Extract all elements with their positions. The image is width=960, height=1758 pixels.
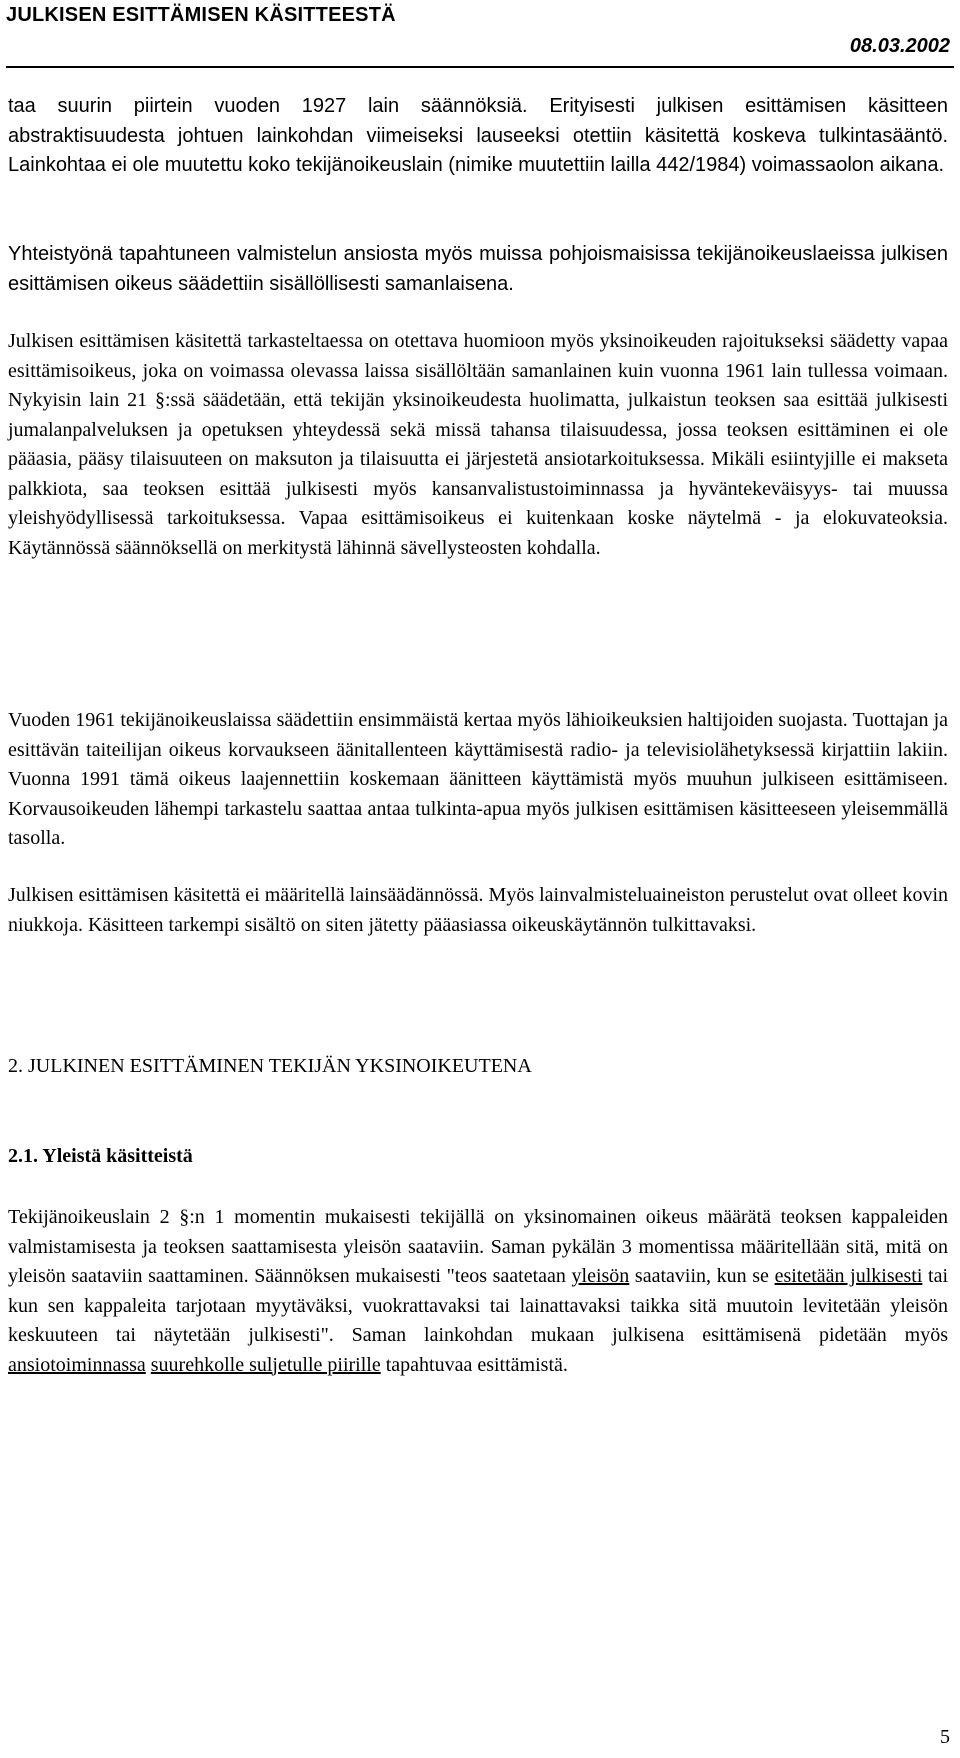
paragraph-6-text-c: tai kun sen kappaleita tarjotaan myytäväksi, vuokrattavaksi tai lainattavaksi taikka sitä muutoin levitetään yleisön keskuuteen tai näytetään julkisesti". Saman lainkohdan mukaan julkisena esittämisenä pidetään myös <box>8 1265 949 1346</box>
underlined-term-ansiotoiminnassa: ansiotoiminnassa <box>8 1353 146 1376</box>
paragraph-2: Yhteistyönä tapahtuneen valmistelun ansiosta myös muissa pohjoismaisissa tekijänoikeuslaeissa julkisen esittämisen oikeus säädettiin sisällöllisesti samanlaisena. <box>8 243 948 295</box>
header-date: 08.03.2002 <box>849 35 950 57</box>
underlined-term-yleison: yleisön <box>571 1265 630 1287</box>
subsection-heading: 2.1. Yleistä käsitteistä <box>8 1145 193 1167</box>
paragraph-6-text-b: saataviin, kun se <box>629 1265 775 1287</box>
paragraph-6-text-e: tapahtuvaa esittämistä. <box>380 1353 568 1376</box>
header-rule <box>6 66 954 68</box>
paragraph-1: taa suurin piirtein vuoden 1927 lain säännöksiä. Erityisesti julkisen esittämisen käsitteen abstraktisuudesta johtuen lainkohdan viimeiseksi lauseeksi otettiin käsitettä koskeva tulkintasääntö. Lainkohtaa ei ole muutettu koko tekijänoikeuslain (nimike muutettiin lailla 442/1984) voimassaolon aikana. <box>8 95 948 176</box>
underlined-term-suurehkolle-suljetulle-piirille: suurehkolle suljetulle piirille <box>150 1353 381 1376</box>
paragraph-4: Vuoden 1961 tekijänoikeuslaissa säädettiin ensimmäistä kertaa myös lähioikeuksien haltijoiden suojasta. Tuottajan ja esittävän taiteilijan oikeus korvaukseen äänitallenteen käyttämisestä radio- ja televisiolähetyksessä kirjattiin lakiin. Vuonna 1991 tämä oikeus laajennettiin koskemaan äänitteen käyttämistä myös muuhun julkiseen esittämiseen. Korvausoikeuden lähempi tarkastelu saattaa antaa tulkinta-apua myös julkisen esittämisen käsitteeseen yleisemmällä tasolla. <box>8 709 948 849</box>
paragraph-6-text-a: Tekijänoikeuslain 2 §:n 1 momentin mukaisesti tekijällä on yksinomainen oikeus määrätä teoksen kappaleiden valmistamisesta ja teoksen saattamisesta yleisön saataviin. Saman pykälän 3 momentissa määritellään sitä, mitä on yleisön saataviin saattaminen. Säännöksen mukaisesti "teos saatetaan <box>8 1206 948 1287</box>
header-title: JULKISEN ESITTÄMISEN KÄSITTEESTÄ <box>6 4 396 26</box>
page-header <box>6 0 954 70</box>
section-heading: 2. JULKINEN ESITTÄMINEN TEKIJÄN YKSINOIKEUTENA <box>8 1055 532 1077</box>
underlined-term-esitetaan-julkisesti: esitetään julkisesti <box>774 1265 923 1287</box>
paragraph-6 <box>8 1203 948 1380</box>
page-number: 5 <box>940 1726 950 1748</box>
paragraph-5: Julkisen esittämisen käsitettä ei määritellä lainsäädännössä. Myös lainvalmisteluaineiston perustelut ovat olleet kovin niukkoja. Käsitteen tarkempi sisältö on siten jätetty pääasiassa oikeuskäytännön tulkittavaksi. <box>8 884 948 936</box>
paragraph-3: Julkisen esittämisen käsitettä tarkasteltaessa on otettava huomioon myös yksinoikeuden rajoitukseksi säädetty vapaa esittämisoikeus, joka on voimassa olevassa laissa sisällöltään samanlainen kuin vuonna 1961 lain tullessa voimaan. Nykyisin lain 21 §:ssä säädetään, että tekijän yksinoikeudesta huolimatta, julkaistun teoksen saa esittää julkisesti jumalanpalveluksen ja opetuksen yhteydessä sekä missä tahansa tilaisuudessa, jossa teoksen esittäminen ei ole pääasia, pääsy tilaisuuteen on maksuton ja tilaisuutta ei järjestetä ansiotarkoituksessa. Mikäli esiintyjille ei makseta palkkiota, saa teoksen esittää julkisesti myös kansanvalistustoiminnassa ja hyväntekeväisyys- tai muussa yleishyödyllisessä tarkoituksessa. Vapaa esittämisoikeus ei kuitenkaan koske näytelmä - ja elokuvateoksia. Käytännössä säännöksellä on merkitystä lähinnä sävellysteosten kohdalla. <box>8 330 948 559</box>
